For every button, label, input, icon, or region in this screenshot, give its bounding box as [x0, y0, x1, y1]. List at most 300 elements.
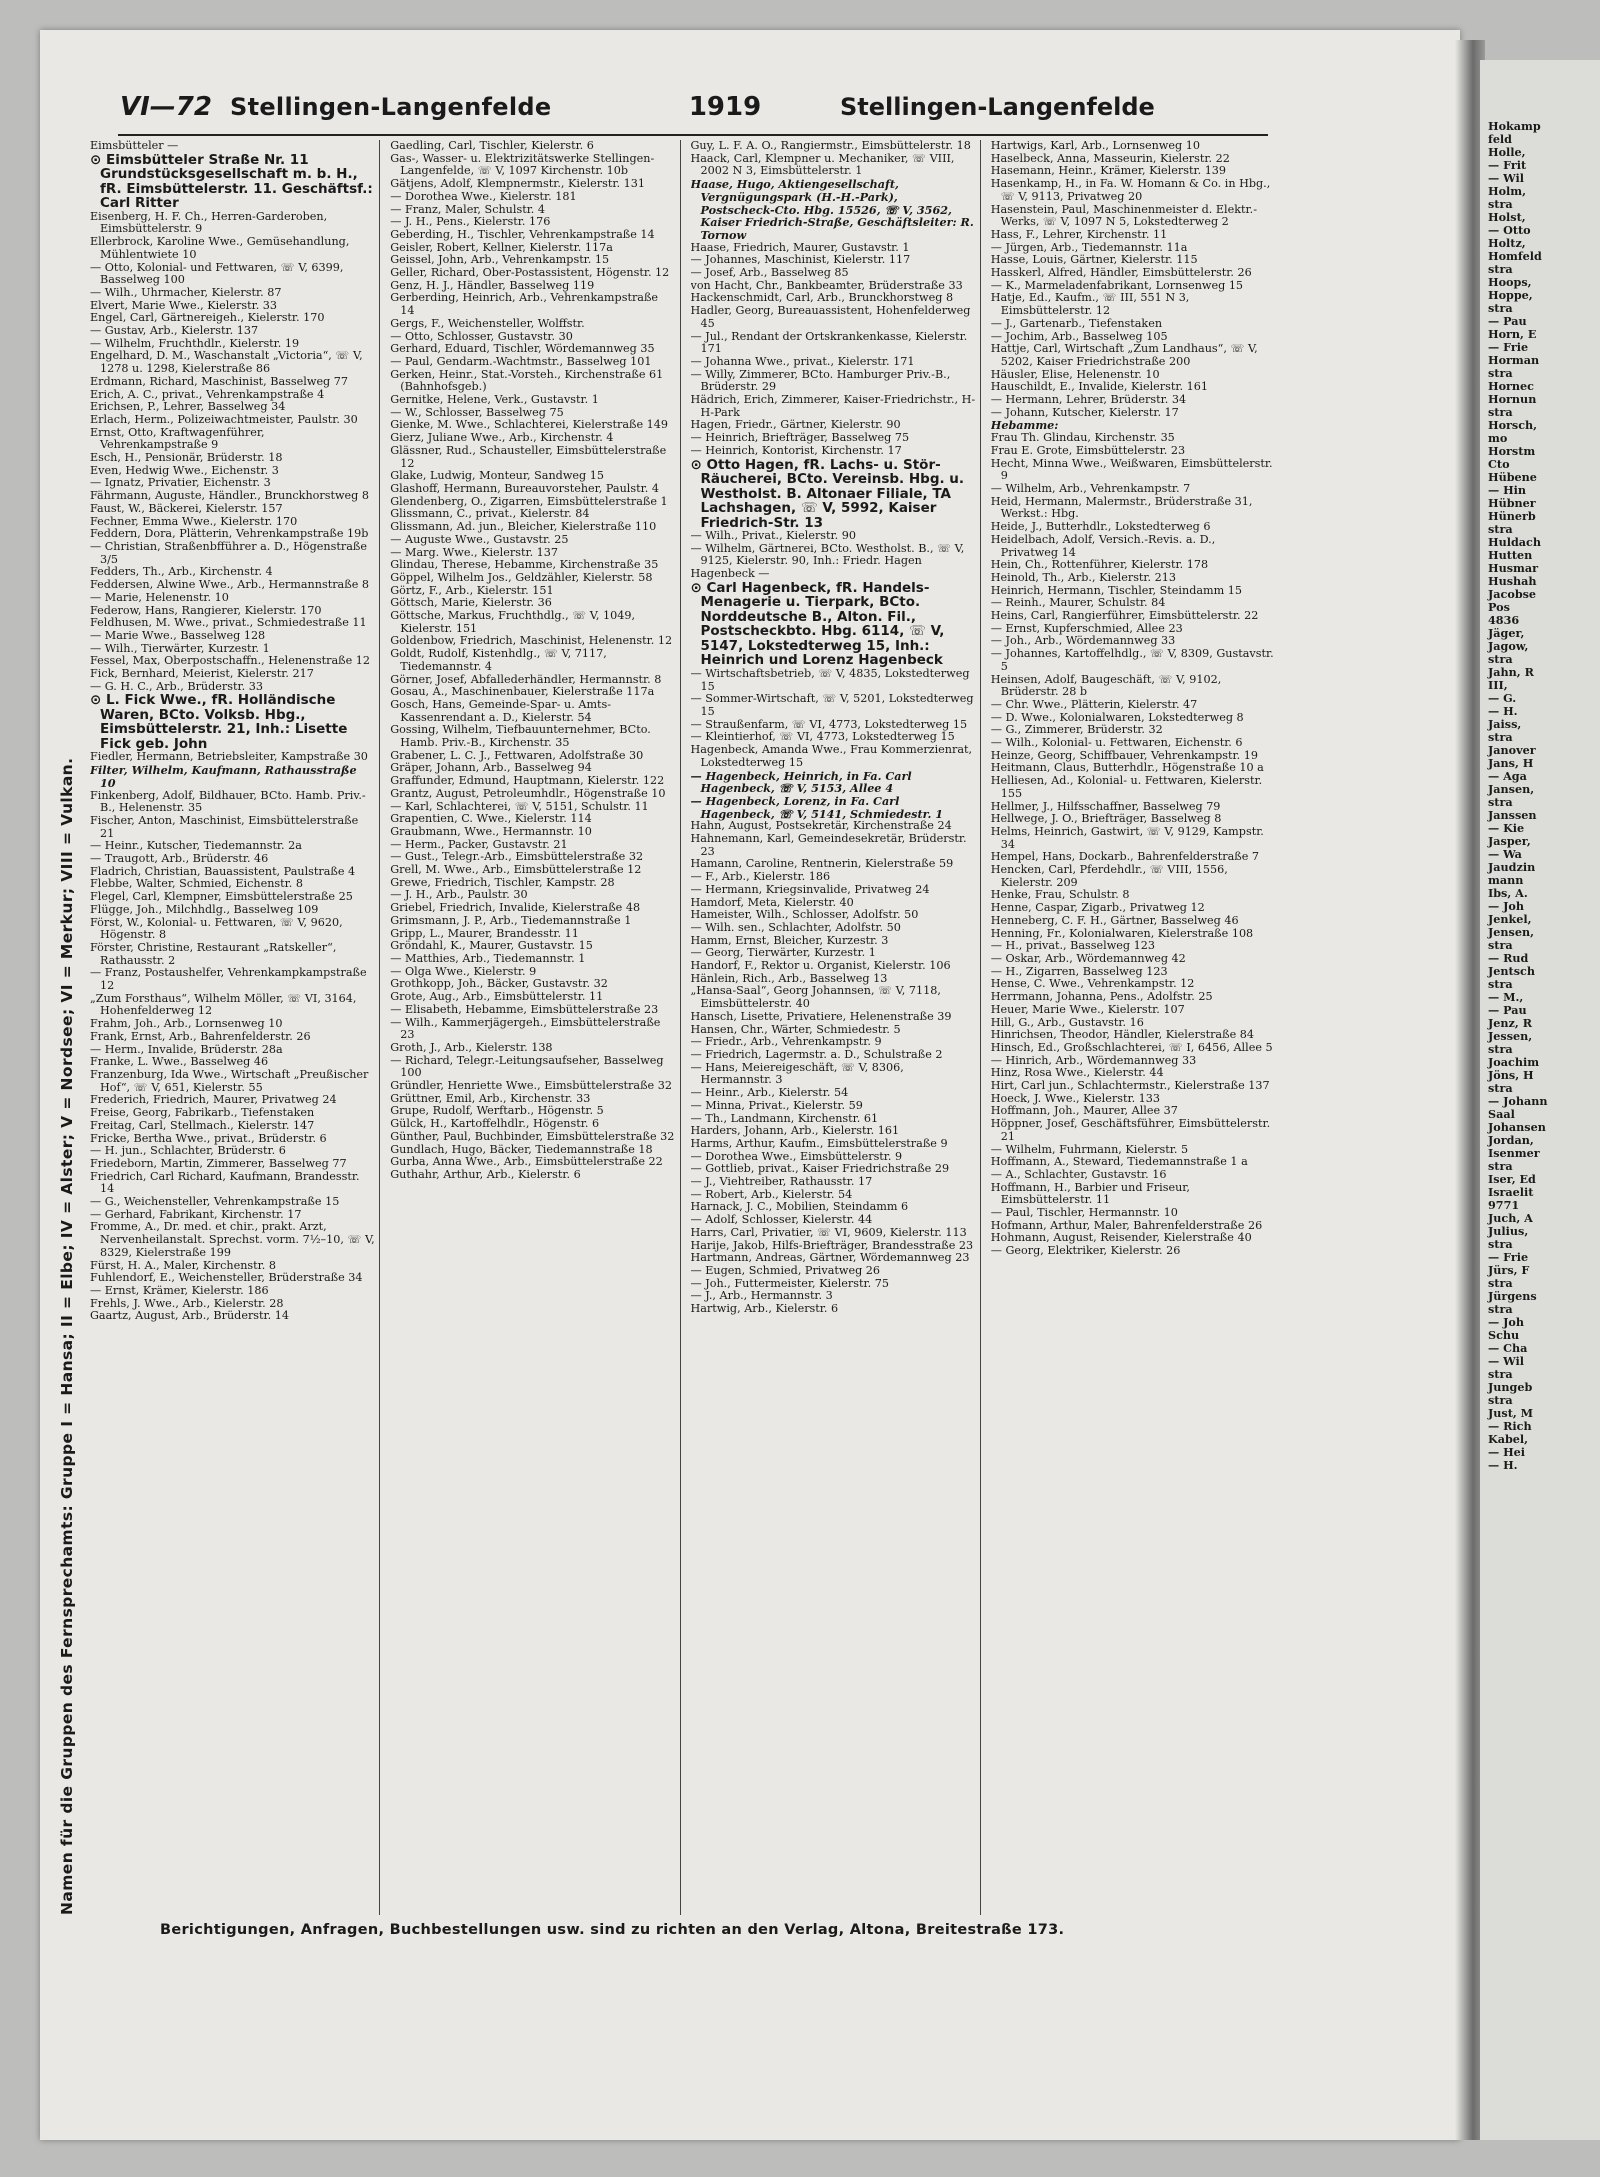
directory-entry: Hagenbeck, Amanda Wwe., Frau Kommerzienrat, Lokstedterweg 15: [690, 743, 973, 769]
directory-entry: Gaartz, August, Arb., Brüderstr. 14: [90, 1309, 289, 1323]
adjacent-page-line: Janover: [1488, 743, 1536, 757]
column-1: [90, 140, 380, 1915]
directory-entry: Harrs, Carl, Privatier, ☏ VI, 9609, Kielerstr. 113: [690, 1225, 967, 1239]
adjacent-page-line: Jagow,: [1488, 639, 1529, 653]
directory-entry: Görtz, F., Arb., Kielerstr. 151: [390, 583, 554, 597]
directory-entry: Hinz, Rosa Wwe., Kielerstr. 44: [990, 1066, 1164, 1080]
directory-entry: — J. H., Pens., Kielerstr. 176: [390, 215, 551, 229]
directory-entry: Haselbeck, Anna, Masseurin, Kielerstr. 22: [990, 151, 1230, 165]
adjacent-page-line: stra: [1488, 301, 1513, 315]
directory-entry: Hoffmann, Joh., Maurer, Allee 37: [990, 1104, 1178, 1118]
adjacent-page-line: Husmar: [1488, 561, 1538, 575]
directory-entry: — Wilhelm, Gärtnerei, BCto. Westholst. B., ☏ V, 9125, Kielerstr. 90, Inh.: Friedr. Hagen: [690, 541, 965, 568]
directory-entry: — Karl, Schlachterei, ☏ V, 5151, Schulstr. 11: [390, 799, 649, 813]
header-rule: [118, 134, 1268, 136]
directory-columns: [90, 140, 1280, 1915]
directory-entry: Hadler, Georg, Bureauassistent, Hohenfelderweg 45: [690, 304, 971, 330]
directory-entry: Haase, Friedrich, Maurer, Gustavstr. 1: [690, 240, 910, 254]
adjacent-page-line: Hübene: [1488, 470, 1537, 484]
directory-entry: Glissmann, Ad. jun., Bleicher, Kielerstraße 110: [390, 520, 657, 534]
directory-entry: Hartwigs, Karl, Arb., Lornsenweg 10: [990, 140, 1200, 152]
adjacent-page-line: Horman: [1488, 353, 1540, 367]
directory-entry: — F., Arb., Kielerstr. 186: [690, 870, 831, 884]
directory-entry: Freise, Georg, Fabrikarb., Tiefenstaken: [90, 1106, 315, 1120]
directory-entry: Hauschildt, E., Invalide, Kielerstr. 161: [990, 380, 1208, 394]
directory-entry: Geisler, Robert, Kellner, Kielerstr. 117a: [390, 240, 613, 254]
directory-entry: Hense, C. Wwe., Vehrenkampstr. 12: [990, 977, 1195, 991]
directory-entry: — Straußenfarm, ☏ VI, 4773, Lokstedterweg 15: [690, 717, 968, 731]
directory-entry: — Friedrich, Lagermstr. a. D., Schulstraße 2: [690, 1047, 943, 1061]
directory-entry: — Heinr., Arb., Kielerstr. 54: [690, 1086, 849, 1100]
directory-entry: — Gerhard, Fabrikant, Kirchenstr. 17: [90, 1207, 302, 1221]
adjacent-page-line: feld: [1488, 132, 1513, 146]
directory-entry: Hofmann, Arthur, Maler, Bahrenfelderstraße 26: [990, 1218, 1263, 1232]
column-4: [991, 140, 1280, 1915]
directory-entry: Grimsmann, J. P., Arb., Tiedemannstraße 1: [390, 913, 632, 927]
directory-entry: Hansen, Chr., Wärter, Schmiedestr. 5: [690, 1022, 901, 1036]
directory-entry: Frehls, J. Wwe., Arb., Kielerstr. 28: [90, 1296, 284, 1310]
directory-entry: Graubmann, Wwe., Hermannstr. 10: [390, 824, 592, 838]
directory-entry: Hasemann, Heinr., Krämer, Kielerstr. 139: [990, 164, 1227, 178]
adjacent-page-line: Jansen,: [1488, 782, 1535, 796]
directory-entry: „Hansa-Saal“, Georg Johannsen, ☏ V, 7118, Eimsbüttelerstr. 40: [690, 984, 941, 1011]
directory-entry: Franke, L. Wwe., Basselweg 46: [90, 1055, 269, 1069]
directory-entry: — Herm., Packer, Gustavstr. 21: [390, 837, 568, 851]
adjacent-page-line: Jordan,: [1488, 1133, 1534, 1147]
adjacent-page-line: Holtz,: [1488, 236, 1526, 250]
directory-entry: — Johann, Kutscher, Kielerstr. 17: [990, 405, 1179, 419]
adjacent-page-line: stra: [1488, 197, 1513, 211]
adjacent-page-line: Holm,: [1488, 184, 1527, 198]
adjacent-page-line: Horsch,: [1488, 418, 1538, 432]
directory-entry: — G., Zimmerer, Brüderstr. 32: [990, 723, 1163, 737]
header-left-title: Stellingen-Langenfelde: [230, 93, 552, 121]
directory-entry: — Olga Wwe., Kielerstr. 9: [390, 964, 537, 978]
directory-entry: Glindau, Therese, Hebamme, Kirchenstraße 35: [390, 558, 659, 572]
directory-entry: Henne, Caspar, Zigarb., Privatweg 12: [990, 901, 1205, 915]
directory-entry: von Hacht, Chr., Bankbeamter, Brüderstraße 33: [690, 278, 963, 292]
adjacent-page-line: Jensen,: [1488, 925, 1534, 939]
adjacent-page-line: Janssen: [1488, 808, 1537, 822]
directory-entry: Hinrichsen, Theodor, Händler, Kielerstraße 84: [990, 1028, 1254, 1042]
directory-entry: Esch, H., Pensionär, Brüderstr. 18: [90, 451, 283, 465]
directory-entry: Grell, M. Wwe., Arb., Eimsbüttelerstraße 12: [390, 863, 642, 877]
directory-entry: — Traugott, Arb., Brüderstr. 46: [90, 852, 269, 866]
adjacent-page-line: III,: [1488, 678, 1508, 692]
adjacent-page-line: mann: [1488, 873, 1524, 887]
directory-entry: Gätjens, Adolf, Klempnermstr., Kielerstr. 131: [390, 177, 645, 191]
directory-entry: — Ernst, Kupferschmied, Allee 23: [990, 621, 1183, 635]
directory-entry: Grantz, August, Petroleumhdlr., Högenstraße 10: [390, 786, 666, 800]
adjacent-page-line: stra: [1488, 977, 1513, 991]
directory-entry: — Christian, Straßenbfführer a. D., Högenstraße 3/5: [90, 539, 367, 566]
directory-entry: Filter, Wilhelm, Kaufmann, Rathausstraße 10: [90, 763, 357, 790]
directory-entry: ⊙ Eimsbütteler Straße Nr. 11 Grundstücksgesellschaft m. b. H., fR. Eimsbüttelerstr. 11. Geschäftsf.: Carl Ritter: [90, 151, 373, 212]
directory-entry: — Heinrich, Briefträger, Basselweg 75: [690, 431, 910, 445]
directory-entry: Heuer, Marie Wwe., Kielerstr. 107: [990, 1002, 1185, 1016]
directory-entry: Hamann, Caroline, Rentnerin, Kielerstraße 59: [690, 857, 954, 871]
adjacent-page-line: Hünerb: [1488, 509, 1536, 523]
adjacent-page-line: stra: [1488, 1159, 1513, 1173]
directory-entry: Hebamme:: [990, 418, 1059, 433]
sidebar-text: Namen für die Gruppen des Fernsprechamts: Gruppe I = Hansa; II = Elbe; IV = Alster; V = Nordsee; VI = Merkur; VIII = Vulkan.: [58, 757, 76, 1915]
directory-entry: Engelhard, D. M., Waschanstalt „Victoria“, ☏ V, 1278 u. 1298, Kielerstraße 86: [90, 349, 363, 376]
directory-entry: Hansch, Lisette, Privatiere, Helenenstraße 39: [690, 1009, 952, 1023]
directory-entry: Heide, J., Butterhdlr., Lokstedterweg 6: [990, 520, 1211, 534]
adjacent-page-line: Jenz, R: [1488, 1016, 1532, 1030]
directory-entry: Goldt, Rudolf, Kistenhdlg., ☏ V, 7117, Tiedemannstr. 4: [390, 647, 607, 673]
adjacent-page-line: Horn, E: [1488, 327, 1537, 341]
directory-entry: — Joh., Futtermeister, Kielerstr. 75: [690, 1276, 889, 1290]
directory-entry: Herrmann, Johanna, Pens., Adolfstr. 25: [990, 990, 1213, 1004]
adjacent-page-line: — Johann: [1488, 1094, 1548, 1108]
adjacent-page-line: stra: [1488, 262, 1513, 276]
adjacent-page-line: — Pau: [1488, 314, 1527, 328]
directory-entry: — Robert, Arb., Kielerstr. 54: [690, 1187, 853, 1201]
adjacent-page-line: Pos: [1488, 600, 1510, 614]
directory-entry: — Dorothea Wwe., Kielerstr. 181: [390, 189, 577, 203]
directory-entry: — Franz, Postaushelfer, Vehrenkampkampstraße 12: [90, 966, 367, 993]
directory-entry: Hahn, August, Postsekretär, Kirchenstraße 24: [690, 819, 952, 833]
page-header: [120, 92, 1180, 132]
adjacent-page-line: Hoops,: [1488, 275, 1532, 289]
directory-entry: — Jul., Rendant der Ortskrankenkasse, Kielerstr. 171: [690, 329, 968, 356]
directory-entry: — G. H. C., Arb., Brüderstr. 33: [90, 679, 263, 693]
directory-entry: Helliesen, Ad., Kolonial- u. Fettwaren, Kielerstr. 155: [990, 774, 1263, 800]
adjacent-page-line: — Joh: [1488, 1315, 1524, 1329]
directory-entry: Heinrich, Hermann, Tischler, Steindamm 15: [990, 583, 1243, 597]
adjacent-page-line: 4836: [1488, 613, 1520, 627]
directory-entry: Gülck, H., Kartoffelhdlr., Högenstr. 6: [390, 1117, 600, 1131]
adjacent-page-line: stra: [1488, 522, 1513, 536]
directory-entry: — G., Weichensteller, Vehrenkampstraße 15: [90, 1195, 340, 1209]
directory-entry: Fischer, Anton, Maschinist, Eimsbüttelerstraße 21: [90, 813, 359, 840]
directory-entry: Häusler, Elise, Helenenstr. 10: [990, 367, 1160, 381]
directory-entry: Hattje, Carl, Wirtschaft „Zum Landhaus“, ☏ V, 5202, Kaiser Friedrichstraße 200: [990, 342, 1258, 368]
directory-entry: Hinsch, Ed., Großschlachterei, ☏ I, 6456, Allee 5: [990, 1040, 1273, 1054]
directory-entry: — Minna, Privat., Kielerstr. 59: [690, 1098, 863, 1112]
adjacent-page-fragment: [1480, 60, 1600, 2140]
adjacent-page-line: Jürs, F: [1488, 1263, 1530, 1277]
directory-entry: — Paul, Tischler, Hermannstr. 10: [990, 1206, 1178, 1220]
directory-entry: Heitmann, Claus, Butterhdlr., Högenstraße 10 a: [990, 761, 1264, 775]
directory-entry: Frank, Ernst, Arb., Bahrenfelderstr. 26: [90, 1029, 311, 1043]
directory-entry: Groth, J., Arb., Kielerstr. 138: [390, 1040, 553, 1054]
directory-entry: — Wilh., Uhrmacher, Kielerstr. 87: [90, 285, 282, 299]
directory-entry: Geissel, John, Arb., Vehrenkampstr. 15: [390, 253, 610, 267]
directory-entry: Glässner, Rud., Schausteller, Eimsbüttelerstraße 12: [390, 443, 667, 470]
adjacent-page-line: — M.,: [1488, 990, 1524, 1004]
directory-entry: — Gustav, Arb., Kielerstr. 137: [90, 324, 259, 338]
directory-entry: Förster, Christine, Restaurant „Ratskeller“, Rathausstr. 2: [90, 940, 337, 967]
directory-entry: — Richard, Telegr.-Leitungsaufseher, Basselweg 100: [390, 1053, 664, 1080]
directory-entry: Hamm, Ernst, Bleicher, Kurzestr. 3: [690, 933, 889, 947]
directory-entry: Hahnemann, Karl, Gemeindesekretär, Brüderstr. 23: [690, 832, 967, 858]
directory-entry: — J., Viehtreiber, Rathausstr. 17: [690, 1175, 873, 1189]
directory-entry: Gienke, M. Wwe., Schlachterei, Kielerstraße 149: [390, 418, 669, 432]
adjacent-page-line: — Wil: [1488, 1354, 1524, 1368]
directory-entry: — Gust., Telegr.-Arb., Eimsbüttelerstraße 32: [390, 850, 644, 864]
directory-entry: Engel, Carl, Gärtnereigeh., Kielerstr. 170: [90, 311, 325, 325]
adjacent-page-line: — Hei: [1488, 1445, 1526, 1459]
directory-entry: Grupe, Rudolf, Werftarb., Högenstr. 5: [390, 1104, 604, 1118]
adjacent-page-line: Holle,: [1488, 145, 1526, 159]
directory-entry: Frahm, Joh., Arb., Lornsenweg 10: [90, 1017, 283, 1031]
directory-entry: Gierz, Juliane Wwe., Arb., Kirchenstr. 4: [390, 431, 614, 445]
directory-entry: Hirt, Carl jun., Schlachtermstr., Kielerstraße 137: [990, 1079, 1270, 1093]
directory-entry: — Franz, Maler, Schulstr. 4: [390, 202, 546, 216]
header-right-title: Stellingen-Langenfelde: [840, 93, 1155, 121]
adjacent-page-line: stra: [1488, 1393, 1513, 1407]
directory-entry: Heidelbach, Adolf, Versich.-Revis. a. D., Privatweg 14: [990, 532, 1216, 559]
directory-entry: Göppel, Wilhelm Jos., Geldzähler, Kielerstr. 58: [390, 570, 653, 584]
directory-entry: Gerhard, Eduard, Tischler, Wördemannweg 35: [390, 342, 655, 356]
directory-entry: Erlach, Herm., Polizeiwachtmeister, Paulstr. 30: [90, 412, 358, 426]
directory-entry: Hartwig, Arb., Kielerstr. 6: [690, 1302, 839, 1316]
directory-entry: Hartmann, Andreas, Gärtner, Wördemannweg 23: [690, 1251, 970, 1265]
directory-entry: Henning, Fr., Kolonialwaren, Kielerstraße 108: [990, 926, 1254, 940]
directory-entry: Frau E. Grote, Eimsbüttelerstr. 23: [990, 443, 1186, 457]
directory-entry: Glashoff, Hermann, Bureauvorsteher, Paulstr. 4: [390, 481, 659, 495]
adjacent-page-line: Holst,: [1488, 210, 1526, 224]
directory-entry: — Otto, Kolonial- und Fettwaren, ☏ V, 6399, Basselweg 100: [90, 260, 344, 287]
directory-entry: Freitag, Carl, Stellmach., Kielerstr. 147: [90, 1118, 315, 1132]
directory-entry: Genz, H. J., Händler, Basselweg 119: [390, 278, 595, 292]
directory-entry: Hagenbeck —: [690, 567, 770, 581]
directory-entry: Finkenberg, Adolf, Bildhauer, BCto. Hamb. Priv.-B., Helenenstr. 35: [90, 788, 366, 815]
adjacent-page-line: Jasper,: [1488, 834, 1531, 848]
adjacent-page-line: stra: [1488, 652, 1513, 666]
directory-entry: Hasskerl, Alfred, Händler, Eimsbüttelerstr. 26: [990, 266, 1252, 280]
adjacent-page-line: Hübner: [1488, 496, 1536, 510]
column-3: [691, 140, 981, 1915]
directory-entry: Fiedler, Hermann, Betriebsleiter, Kampstraße 30: [90, 750, 368, 764]
directory-entry: — Kleintierhof, ☏ VI, 4773, Lokstedterweg 15: [690, 730, 955, 744]
directory-entry: Flegel, Carl, Klempner, Eimsbüttelerstraße 25: [90, 890, 353, 904]
directory-entry: — Oskar, Arb., Wördemannweg 42: [990, 952, 1186, 965]
adjacent-page-line: Jessen,: [1488, 1029, 1533, 1043]
adjacent-page-line: Johansen: [1488, 1120, 1546, 1134]
adjacent-page-line: Jahn, R: [1488, 665, 1534, 679]
adjacent-page-line: — Pau: [1488, 1003, 1527, 1017]
adjacent-page-line: stra: [1488, 1237, 1513, 1251]
directory-entry: Feldhusen, M. Wwe., privat., Schmiedestraße 11: [90, 616, 367, 630]
directory-entry: — Heinr., Kutscher, Tiedemannstr. 2a: [90, 839, 302, 853]
directory-entry: — Adolf, Schlosser, Kielerstr. 44: [690, 1213, 873, 1227]
directory-entry: Fährmann, Auguste, Händler., Brunckhorstweg 8: [90, 489, 370, 503]
directory-entry: — Georg, Elektriker, Kielerstr. 26: [990, 1244, 1181, 1258]
directory-entry: — J. H., Arb., Paulstr. 30: [390, 888, 528, 902]
adjacent-page-line: — G.: [1488, 691, 1517, 705]
directory-entry: — Matthies, Arb., Tiedemannstr. 1: [390, 952, 586, 965]
directory-entry: Hill, G., Arb., Gustavstr. 16: [990, 1015, 1144, 1029]
adjacent-page-line: stra: [1488, 730, 1513, 744]
directory-entry: Fladrich, Christian, Bauassistent, Paulstraße 4: [90, 864, 356, 878]
directory-entry: Erich, A. C., privat., Vehrenkampstraße 4: [90, 387, 325, 401]
directory-entry: Hamdorf, Meta, Kielerstr. 40: [690, 895, 854, 909]
directory-entry: — Johannes, Kartoffelhdlg., ☏ V, 8309, Gustavstr. 5: [990, 647, 1274, 673]
directory-entry: Gernitke, Helene, Verk., Gustavstr. 1: [390, 393, 599, 407]
directory-entry: — Wilhelm, Fruchthdlr., Kielerstr. 19: [90, 336, 300, 350]
directory-entry: Heid, Hermann, Malermstr., Brüderstraße 31, Werkst.: Hbg.: [990, 494, 1253, 521]
directory-entry: Hass, F., Lehrer, Kirchenstr. 11: [990, 227, 1168, 241]
page-number: VI—72: [120, 92, 212, 122]
directory-entry: — H., privat., Basselweg 123: [990, 939, 1156, 953]
directory-entry: Eimsbütteler —: [90, 140, 179, 152]
adjacent-page-line: Jentsch: [1488, 964, 1535, 978]
adjacent-page-line: — Rich: [1488, 1419, 1532, 1433]
directory-entry: Gas-, Wasser- u. Elektrizitätswerke Stellingen-Langenfelde, ☏ V, 1097 Kirchenstr. 10b: [390, 151, 655, 178]
directory-entry: — Ignatz, Privatier, Eichenstr. 3: [90, 476, 271, 490]
directory-entry: Frederich, Friedrich, Maurer, Privatweg 24: [90, 1093, 337, 1107]
adjacent-page-line: Hutten: [1488, 548, 1533, 562]
directory-entry: Ellerbrock, Karoline Wwe., Gemüsehandlung, Mühlentwiete 10: [90, 235, 350, 261]
directory-entry: Grapentien, C. Wwe., Kielerstr. 114: [390, 812, 592, 826]
directory-entry: Gerken, Heinr., Stat.-Vorsteh., Kirchenstraße 61 (Bahnhofsgeb.): [390, 367, 664, 394]
adjacent-page-line: stra: [1488, 1081, 1513, 1095]
directory-entry: Even, Hedwig Wwe., Eichenstr. 3: [90, 463, 279, 477]
directory-entry: — Jochim, Arb., Basselweg 105: [990, 329, 1168, 343]
adjacent-page-line: stra: [1488, 1367, 1513, 1381]
directory-entry: Hagen, Friedr., Gärtner, Kielerstr. 90: [690, 418, 901, 432]
directory-entry: Hellwege, J. O., Briefträger, Basselweg 8: [990, 812, 1222, 826]
directory-entry: — Reinh., Maurer, Schulstr. 84: [990, 596, 1166, 610]
directory-entry: — Otto, Schlosser, Gustavstr. 30: [390, 329, 573, 343]
directory-entry: Göttsch, Marie, Kielerstr. 36: [390, 596, 552, 610]
directory-entry: Gaedling, Carl, Tischler, Kielerstr. 6: [390, 140, 594, 152]
adjacent-page-line: stra: [1488, 1276, 1513, 1290]
directory-entry: Hasenkamp, H., in Fa. W. Homann & Co. in Hbg., ☏ V, 9113, Privatweg 20: [990, 177, 1271, 203]
directory-entry: — K., Marmeladenfabrikant, Lornsenweg 15: [990, 278, 1244, 292]
directory-entry: Hohmann, August, Reisender, Kielerstraße 40: [990, 1231, 1252, 1245]
directory-entry: Fessel, Max, Oberpostschaffn., Helenenstraße 12: [90, 654, 370, 668]
directory-entry: Hempel, Hans, Dockarb., Bahrenfelderstraße 7: [990, 850, 1260, 864]
directory-entry: — Johannes, Maschinist, Kielerstr. 117: [690, 253, 911, 267]
adjacent-page-line: — H.: [1488, 704, 1518, 718]
adjacent-page-line: Homfeld: [1488, 249, 1542, 263]
vertical-sidebar-note: [46, 225, 80, 1915]
directory-entry: Glendenberg, O., Zigarren, Eimsbüttelerstraße 1: [390, 494, 668, 508]
directory-entry: — Hermann, Kriegsinvalide, Privatweg 24: [690, 882, 930, 896]
directory-entry: Henneberg, C. F. H., Gärtner, Basselweg 46: [990, 913, 1239, 927]
adjacent-page-line: — Cha: [1488, 1341, 1528, 1355]
adjacent-page-line: — Joh: [1488, 899, 1524, 913]
directory-entry: Fedders, Th., Arb., Kirchenstr. 4: [90, 565, 273, 579]
directory-entry: Griebel, Friedrich, Invalide, Kielerstraße 48: [390, 901, 641, 915]
directory-entry: Höppner, Josef, Geschäftsführer, Eimsbüttelerstr. 21: [990, 1117, 1271, 1143]
directory-entry: — Friedr., Arb., Vehrenkampstr. 9: [690, 1035, 882, 1049]
adjacent-page-line: stra: [1488, 366, 1513, 380]
adjacent-page-line: Horstm: [1488, 444, 1536, 458]
adjacent-page-line: Joachim: [1488, 1055, 1540, 1069]
directory-entry: Heinze, Georg, Schiffbauer, Vehrenkampstr. 19: [990, 748, 1258, 762]
directory-entry: Eisenberg, H. F. Ch., Herren-Garderoben, Eimsbüttelerstr. 9: [90, 209, 328, 236]
directory-entry: — Elisabeth, Hebamme, Eimsbüttelerstraße 23: [390, 1002, 659, 1016]
adjacent-page-line: stra: [1488, 938, 1513, 952]
directory-entry: Handorf, F., Rektor u. Organist, Kielerstr. 106: [690, 959, 951, 973]
directory-entry: Göttsche, Markus, Fruchthdlg., ☏ V, 1049, Kielerstr. 151: [390, 609, 636, 635]
adjacent-page-line: Jacobse: [1488, 587, 1537, 601]
directory-entry: Gosau, A., Maschinenbauer, Kielerstraße 117a: [390, 685, 655, 699]
adjacent-page-line: — Frie: [1488, 340, 1529, 354]
directory-entry: — W., Schlosser, Basselweg 75: [390, 405, 564, 419]
adjacent-page-line: stra: [1488, 405, 1513, 419]
directory-entry: Hatje, Ed., Kaufm., ☏ III, 551 N 3, Eimsbüttelerstr. 12: [990, 291, 1190, 318]
directory-entry: Grewe, Friedrich, Tischler, Kampstr. 28: [390, 875, 615, 889]
adjacent-page-line: Jaudzin: [1488, 860, 1536, 874]
adjacent-page-line: — Rud: [1488, 951, 1529, 965]
adjacent-page-line: — Hin: [1488, 483, 1527, 497]
directory-entry: Federow, Hans, Rangierer, Kielerstr. 170: [90, 603, 322, 617]
directory-entry: Goldenbow, Friedrich, Maschinist, Helenenstr. 12: [390, 634, 673, 648]
directory-entry: — Gottlieb, privat., Kaiser Friedrichstraße 29: [690, 1162, 950, 1176]
directory-entry: Helms, Heinrich, Gastwirt, ☏ V, 9129, Kampstr. 34: [990, 824, 1264, 851]
directory-entry: Gerberding, Heinrich, Arb., Vehrenkampstraße 14: [390, 291, 659, 318]
adjacent-page-line: Jans, H: [1488, 756, 1534, 770]
directory-entry: Gründler, Henriette Wwe., Eimsbüttelerstraße 32: [390, 1079, 672, 1093]
directory-entry: — Wilh., Privat., Kielerstr. 90: [690, 529, 856, 543]
directory-entry: Heinold, Th., Arb., Kielerstr. 213: [990, 570, 1177, 584]
adjacent-page-line: Just, M: [1488, 1406, 1534, 1420]
directory-entry: — Auguste Wwe., Gustavstr. 25: [390, 532, 569, 546]
adjacent-page-line: Hornec: [1488, 379, 1534, 393]
directory-entry: — Josef, Arb., Basselweg 85: [690, 266, 849, 280]
directory-entry: Franzenburg, Ida Wwe., Wirtschaft „Preußischer Hof“, ☏ V, 651, Kielerstr. 55: [90, 1068, 369, 1094]
adjacent-page-line: Hushah: [1488, 574, 1537, 588]
directory-entry: — Wilh., Kolonial- u. Fettwaren, Eichenstr. 6: [990, 736, 1243, 750]
adjacent-page-line: — Wil: [1488, 171, 1524, 185]
directory-entry: Hencken, Carl, Pferdehdlr., ☏ VIII, 1556, Kielerstr. 209: [990, 863, 1228, 889]
directory-entry: Gripp, L., Maurer, Brandesstr. 11: [390, 926, 579, 940]
directory-entry: Fromme, A., Dr. med. et chir., prakt. Arzt, Nervenheilanstalt. Sprechst. vorm. 7½–10, ☏ V, 8329, Kielerstraße 199: [90, 1220, 375, 1259]
adjacent-page-line: Jürgens: [1488, 1289, 1537, 1303]
directory-entry: — Wilhelm, Fuhrmann, Kielerstr. 5: [990, 1142, 1189, 1156]
directory-entry: Gurba, Anna Wwe., Arb., Eimsbüttelerstraße 22: [390, 1155, 663, 1169]
directory-entry: Görner, Josef, Abfallederhändler, Hermannstr. 8: [390, 672, 662, 686]
directory-entry: Hoffmann, H., Barbier und Friseur, Eimsbüttelerstr. 11: [990, 1180, 1190, 1207]
directory-entry: — Marie Wwe., Basselweg 128: [90, 628, 266, 642]
adjacent-page-line: — Otto: [1488, 223, 1531, 237]
adjacent-page-line: Ibs, A.: [1488, 886, 1528, 900]
directory-entry: Gräper, Johann, Arb., Basselweg 94: [390, 761, 592, 775]
directory-entry: — Wirtschaftsbetrieb, ☏ V, 4835, Lokstedterweg 15: [690, 666, 970, 693]
directory-entry: — D. Wwe., Kolonialwaren, Lokstedterweg 8: [990, 710, 1244, 724]
directory-entry: — Wilh. sen., Schlachter, Adolfstr. 50: [690, 920, 901, 934]
directory-entry: — Willy, Zimmerer, BCto. Hamburger Priv.-B., Brüderstr. 29: [690, 367, 951, 394]
directory-entry: — Dorothea Wwe., Eimsbüttelerstr. 9: [690, 1149, 903, 1163]
directory-entry: — Joh., Arb., Wördemannweg 33: [990, 634, 1176, 648]
adjacent-page-line: Hornun: [1488, 392, 1537, 406]
adjacent-page-line: Israelit: [1488, 1185, 1534, 1199]
directory-entry: Hasenstein, Paul, Maschinenmeister d. Elektr.-Werks, ☏ V, 1097 N 5, Lokstedterweg 2: [990, 202, 1257, 229]
directory-entry: Elvert, Marie Wwe., Kielerstr. 33: [90, 298, 278, 312]
adjacent-page-line: — Aga: [1488, 769, 1527, 783]
directory-entry: Gossing, Wilhelm, Tiefbauunternehmer, BCto. Hamb. Priv.-B., Kirchenstr. 35: [390, 723, 651, 750]
directory-entry: — Wilh., Tierwärter, Kurzestr. 1: [90, 641, 270, 655]
directory-entry: Frau Th. Glindau, Kirchenstr. 35: [990, 431, 1175, 445]
directory-entry: Guthahr, Arthur, Arb., Kielerstr. 6: [390, 1167, 581, 1181]
directory-entry: Fuhlendorf, E., Weichensteller, Brüderstraße 34: [90, 1271, 363, 1285]
adjacent-page-line: Jäger,: [1488, 626, 1525, 640]
adjacent-page-line: Julius,: [1488, 1224, 1529, 1238]
directory-entry: — Wilh., Kammerjägergeh., Eimsbüttelerstraße 23: [390, 1015, 661, 1042]
directory-entry: Gosch, Hans, Gemeinde-Spar- u. Amts-Kassenrendant a. D., Kielerstr. 54: [390, 697, 612, 724]
directory-entry: Hackenschmidt, Carl, Arb., Brunckhorstweg 8: [690, 291, 954, 305]
directory-entry: — H. jun., Schlachter, Brüderstr. 6: [90, 1144, 286, 1158]
directory-entry: Flügge, Joh., Milchhdlg., Basselweg 109: [90, 902, 319, 916]
directory-entry: — Hermann, Lehrer, Brüderstr. 34: [990, 393, 1187, 407]
directory-entry: Harms, Arthur, Kaufm., Eimsbüttelerstraße 9: [690, 1136, 948, 1150]
